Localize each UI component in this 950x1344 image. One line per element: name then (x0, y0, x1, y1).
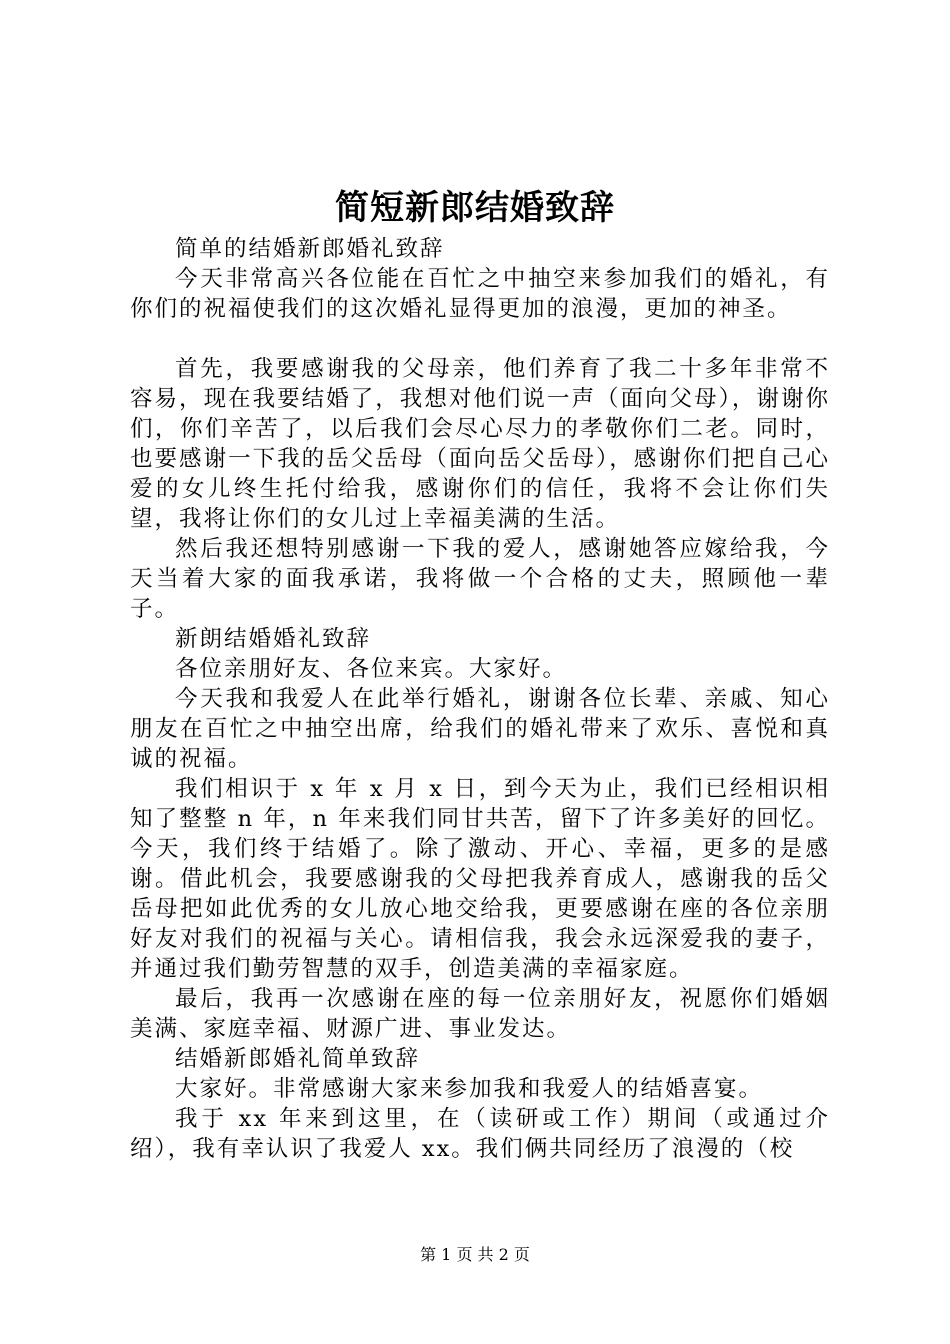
paragraph: 首先，我要感谢我的父母亲，他们养育了我二十多年非常不容易，现在我要结婚了，我想对他们说一声（面向父母），谢谢你们，你们辛苦了，以后我们会尽心尽力的孝敬你们二老。同时，也要感谢一下我的岳父岳母（面向岳父岳母），感谢你们把自己心爱的女儿终生托付给我，感谢你们的信任，我将不会让你们失望，我将让你们的女儿过上幸福美满的生活。 (130, 356, 830, 532)
section-heading: 结婚新郎婚礼简单致辞 (175, 1046, 421, 1072)
paragraph: 最后，我再一次感谢在座的每一位亲朋好友，祝愿你们婚姻美满、家庭幸福、财源广进、事业发达。 (130, 986, 830, 1042)
document-body (130, 234, 830, 1164)
section-heading: 简单的结婚新郎婚礼致辞 (175, 236, 445, 262)
paragraph: 今天我和我爱人在此举行婚礼，谢谢各位长辈、亲戚、知心朋友在百忙之中抽空出席，给我们的婚礼带来了欢乐、喜悦和真诚的祝福。 (130, 686, 830, 772)
paragraph: 大家好。非常感谢大家来参加我和我爱人的结婚喜宴。 (175, 1076, 764, 1102)
section-heading: 新朗结婚婚礼致辞 (175, 626, 372, 652)
paragraph: 我于 xx 年来到这里，在（读研或工作）期间（或通过介绍），我有幸认识了我爱人 xx。我们俩共同经历了浪漫的（校 (130, 1106, 830, 1162)
paragraph: 今天非常高兴各位能在百忙之中抽空来参加我们的婚礼，有你们的祝福使我们的这次婚礼显得更加的浪漫，更加的神圣。 (130, 266, 830, 322)
blank-line (130, 324, 830, 354)
paragraph: 各位亲朋好友、各位来宾。大家好。 (175, 656, 568, 682)
page-footer: 第 1 页 共 2 页 (420, 1245, 530, 1264)
paragraph: 我们相识于 x 年 x 月 x 日，到今天为止，我们已经相识相知了整整 n 年，n 年来我们同甘共苦，留下了许多美好的回忆。今天，我们终于结婚了。除了激动、开心、幸福，更多的是感谢。借此机会，我要感谢我的父母把我养育成人，感谢我的岳父岳母把如此优秀的女儿放心地交给我，更要感谢在座的各位亲朋好友对我们的祝福与关心。请相信我，我会永远深爱我的妻子，并通过我们勤劳智慧的双手，创造美满的幸福家庭。 (130, 776, 830, 982)
document-title: 简短新郎结婚致辞 (335, 188, 615, 228)
paragraph: 然后我还想特别感谢一下我的爱人，感谢她答应嫁给我，今天当着大家的面我承诺，我将做一个合格的丈夫，照顾他一辈子。 (130, 536, 830, 622)
